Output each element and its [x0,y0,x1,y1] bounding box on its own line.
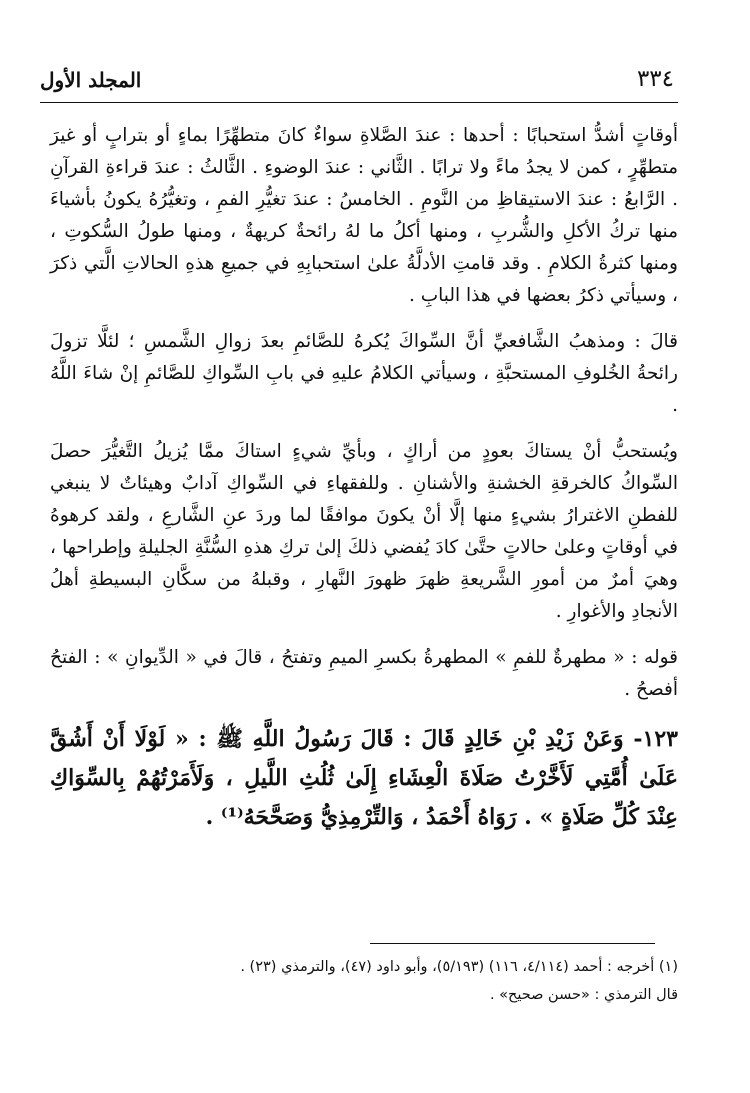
main-text [50,120,678,837]
page-header [40,62,678,103]
page-number: ٣٣٤ [636,66,674,92]
paragraph-arak: ويُستحبُّ أنْ يستاكَ بعودٍ من أراكٍ ، وبأيِّ شيءٍ استاكَ ممَّا يُزيلُ التَّغيُّرَ حصلَ السِّواكُ كالخرقةِ الخشنةِ والأشنانِ . وللفقهاءِ في السِّواكِ آدابٌ وهيئاتٌ لا ينبغي للفطنِ الاغترارُ بشيءٍ منها إلَّا أنْ يكونَ موافقًا لما وردَ عنِ الشَّارعِ ، ولقد كرهوهُ في أوقاتٍ وعلىٰ حالاتٍ حتَّىٰ كادَ يُفضي ذلكَ إلىٰ تركِ هذهِ السُّنَّةِ الجليلةِ وإطراحها ، وهيَ أمرٌ من أمورِ الشَّريعةِ ظهرَ ظهورَ النَّهارِ ، وقبلهُ من سكَّانِ البسيطةِ أهلُ الأنجادِ والأغوارِ . [50,441,678,622]
paragraph-shafii: قالَ : ومذهبُ الشَّافعيِّ أنَّ السِّواكَ يُكرهُ للصَّائمِ بعدَ زوالِ الشَّمسِ ؛ لئلَّا تزولَ رائحةُ الخُلوفِ المستحبَّةِ ، وسيأتي الكلامُ عليهِ في بابِ السِّواكِ للصَّائمِ إنْ شاءَ اللَّهُ . [50,331,678,416]
hadith-123: ١٢٣- وَعَنْ زَيْدِ بْنِ خَالِدٍ قَالَ : قَالَ رَسُولُ اللَّهِ ﷺ : « لَوْلَا أَنْ أَشُقَّ عَلَىٰ أُمَّتِي لَأَخَّرْتُ صَلَاةَ الْعِشَاءِ إِلَىٰ ثُلُثِ اللَّيلِ ، وَلَأَمَرْتُهُمْ بِالسِّوَاكِ عِنْدَ كُلِّ صَلَاةٍ » . رَوَاهُ أَحْمَدُ ، وَالتِّرْمِذِيُّ وَصَحَّحَهُ⁽¹⁾ . [50,726,678,830]
paragraph-times: أوقاتٍ أشدُّ استحبابًا : أحدها : عندَ الصَّلاةِ سواءٌ كانَ متطهِّرًا بماءٍ أو بترابٍ أو غيرَ متطهِّرٍ ، كمن لا يجدُ ماءً ولا ترابًا . الثَّاني : عندَ الوضوءِ . الثَّالثُ : عندَ قراءةِ القرآنِ . الرَّابعُ : عندَ الاستيقاظِ من النَّومِ . الخامسُ : عندَ تغيُّرِ الفمِ ، وتغيُّرُهُ يكونُ بأشياءَ منها تركُ الأكلِ والشُّربِ ، ومنها أكلُ ما لهُ رائحةٌ كريهةٌ ، ومنها طولُ السُّكوتِ ، ومنها كثرةُ الكلامِ . وقد قامتِ الأدلَّةُ علىٰ استحبابِهِ في جميعِ هذهِ الحالاتِ الَّتي ذكرَ ، وسيأتي ذكرُ بعضها في هذا البابِ . [50,125,678,306]
paragraph-commentary: قوله : « مطهرةٌ للفمِ » المطهرةُ بكسرِ الميمِ وتفتحُ ، قالَ في « الدِّيوانِ » : الفتحُ أفصحُ . [50,647,678,700]
volume-title: المجلد الأول [40,68,142,92]
footnotes [50,953,678,1009]
footnote-2: قال الترمذي : «حسن صحيح» . [489,987,678,1003]
footnote-divider [370,943,655,944]
footnote-1: (١) أخرجه : أحمد (٤/١١٤، ١١٦) (٥/١٩٣)، وأبو داود (٤٧)، والترمذي (٢٣) . [240,959,678,975]
